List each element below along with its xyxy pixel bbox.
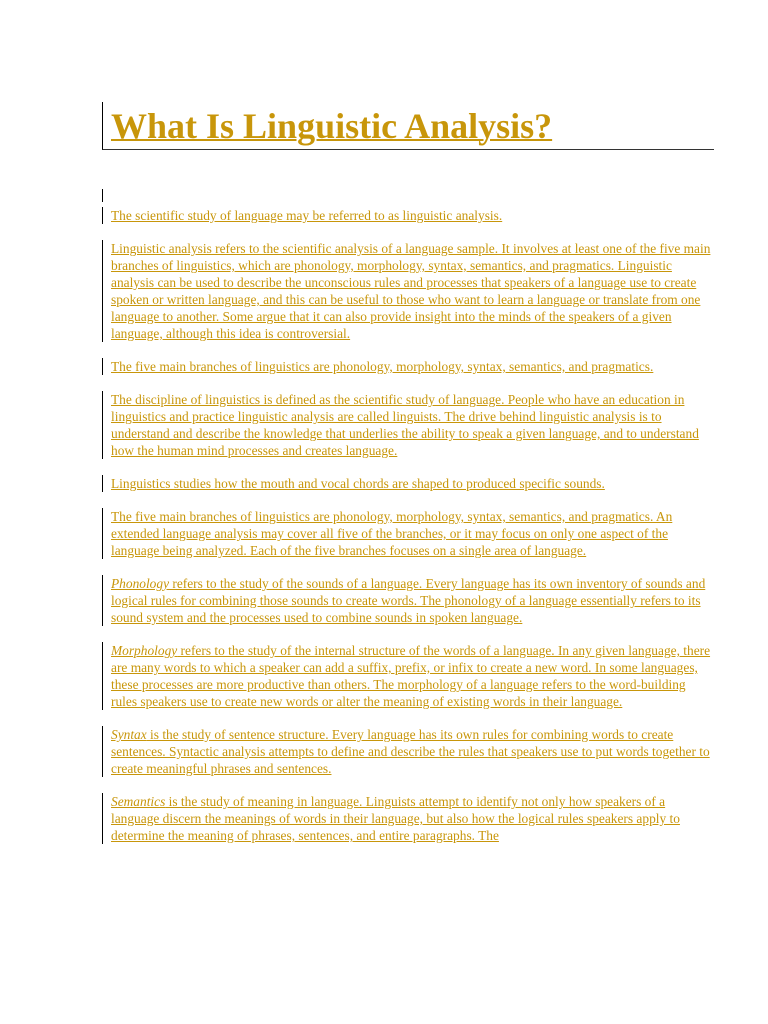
- paragraph-term-semantics: Semantics: [111, 794, 166, 809]
- paragraph-discipline[interactable]: [102, 391, 714, 459]
- paragraph-text: refers to the study of the internal structure of the words of a language. In any given language, there are many words to which a speaker can add a suffix, prefix, or infix to create a new word. In some languages, these processes are more productive than others. The morphology of a language refers to the word-building rules speakers use to create new words or alter the meaning of existing words in their language.: [111, 643, 711, 709]
- page-title[interactable]: What Is Linguistic Analysis?: [111, 106, 553, 146]
- paragraph-semantics[interactable]: [102, 793, 714, 844]
- paragraph-text: refers to the study of the sounds of a language. Every language has its own inventory of sounds and logical rules for combining those sounds to create words. The phonology of a language essentially refers to its sound system and the processes used to combine sounds in spoken language.: [111, 576, 706, 625]
- paragraph-text: The discipline of linguistics is defined as the scientific study of language. People who have an education in linguistics and practice linguistic analysis are called linguists. The drive behind linguistic analysis is to understand and describe the knowledge that underlies the ability to speak a given language, and to understand how the human mind processes and creates language.: [111, 392, 699, 458]
- paragraph-morphology[interactable]: [102, 642, 714, 710]
- paragraph-definition[interactable]: [102, 240, 714, 342]
- paragraph-text: The five main branches of linguistics are phonology, morphology, syntax, semantics, and pragmatics. An extended language analysis may cover all five of the branches, or it may focus on only one aspect of the language being analyzed. Each of the five branches focuses on a single area of language.: [111, 509, 673, 558]
- margin-marker: [102, 189, 103, 202]
- paragraph-extended-analysis[interactable]: [102, 508, 714, 559]
- paragraph-text: is the study of meaning in language. Linguists attempt to identify not only how speakers of a language discern the meanings of words in their language, but also how the logical rules speakers apply to determine the meaning of phrases, sentences, and entire paragraphs. The: [111, 794, 680, 843]
- paragraph-intro[interactable]: [102, 207, 714, 224]
- paragraph-sounds[interactable]: [102, 475, 714, 492]
- paragraph-term-morphology: Morphology: [111, 643, 178, 658]
- paragraph-text: The five main branches of linguistics are phonology, morphology, syntax, semantics, and pragmatics.: [111, 359, 654, 374]
- paragraph-text: The scientific study of language may be referred to as linguistic analysis.: [111, 208, 503, 223]
- paragraph-phonology[interactable]: [102, 575, 714, 626]
- title-block: [102, 102, 714, 150]
- paragraph-term-phonology: Phonology: [111, 576, 170, 591]
- paragraph-syntax[interactable]: [102, 726, 714, 777]
- paragraph-text: Linguistic analysis refers to the scientific analysis of a language sample. It involves at least one of the five main branches of linguistics, which are phonology, morphology, syntax, semantics, and pragmatics. Linguistic analysis can be used to describe the unconscious rules and processes that speakers of a language use to create spoken or written language, and this can be useful to those who want to learn a language or translate from one language to another. Some argue that it can also provide insight into the minds of the speakers of a given language, although this idea is controversial.: [111, 241, 711, 341]
- article-body: [102, 207, 714, 860]
- paragraph-text: is the study of sentence structure. Every language has its own rules for combining words to create sentences. Syntactic analysis attempts to define and describe the rules that speakers use to put words together to create meaningful phrases and sentences.: [111, 727, 710, 776]
- paragraph-branches[interactable]: [102, 358, 714, 375]
- paragraph-text: Linguistics studies how the mouth and vocal chords are shaped to produced specific sounds.: [111, 476, 605, 491]
- paragraph-term-syntax: Syntax: [111, 727, 147, 742]
